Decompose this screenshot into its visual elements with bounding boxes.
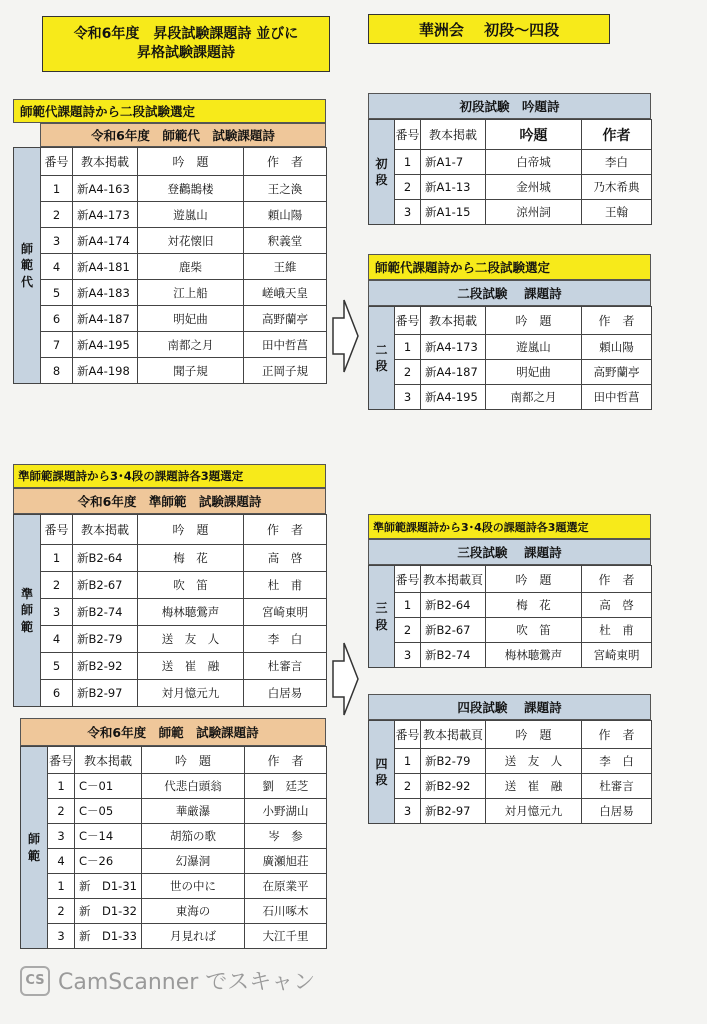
row-book: 新A4-183 (73, 280, 138, 306)
row-author: 高 啓 (582, 593, 652, 618)
row-poem: 送 崔 融 (486, 774, 582, 799)
side-text: 二 段 (375, 342, 388, 373)
row-book: 新A4-173 (73, 202, 138, 228)
row-book: 新B2-97 (73, 680, 138, 707)
side-text: 師 範 代 (20, 242, 33, 289)
row-book: 新A4-174 (73, 228, 138, 254)
table-row (369, 200, 652, 225)
shihandai-band-text: 師範代課題詩から二段試験選定 (20, 104, 196, 119)
arrow-right-icon (332, 298, 360, 374)
table-row (14, 653, 327, 680)
row-book: 新A4-173 (421, 335, 486, 360)
nidan-band-text: 師範代課題詩から二段試験選定 (375, 260, 551, 275)
table-row (14, 545, 327, 572)
row-no: 5 (41, 280, 73, 306)
table-row (21, 924, 327, 949)
col-header-poem: 吟 題 (138, 148, 244, 176)
row-book: C－26 (75, 849, 142, 874)
table-row (369, 335, 652, 360)
row-poem: 金州城 (486, 175, 582, 200)
row-no: 3 (395, 643, 421, 668)
row-author: 大江千里 (245, 924, 327, 949)
col-header-book: 教本掲載 (421, 120, 486, 150)
row-author: 李白 (582, 150, 652, 175)
row-poem: 梅林聴鶯声 (138, 599, 244, 626)
row-book: 新 D1-31 (75, 874, 142, 899)
row-no: 3 (48, 924, 75, 949)
row-author: 宮崎東明 (582, 643, 652, 668)
col-header-author: 作 者 (244, 148, 327, 176)
col-header-poem: 吟 題 (486, 566, 582, 593)
row-poem: 南都之月 (486, 385, 582, 410)
row-no: 1 (395, 150, 421, 175)
camscanner-watermark (20, 965, 315, 996)
row-author: 乃木希典 (582, 175, 652, 200)
table-row (14, 306, 327, 332)
junshihan-table (13, 514, 327, 707)
side-text: 四 段 (375, 756, 388, 787)
row-book: 新 D1-33 (75, 924, 142, 949)
row-book: 新A4-187 (73, 306, 138, 332)
col-header-poem: 吟 題 (142, 747, 245, 774)
shihandai-subband-text: 令和6年度 師範代 試験課題詩 (91, 128, 275, 143)
shihan-subband-text: 令和6年度 師範 試験課題詩 (87, 725, 259, 740)
row-book: 新A4-181 (73, 254, 138, 280)
nidan-subband-text: 二段試験 課題詩 (457, 286, 562, 301)
row-author: 田中哲菖 (244, 332, 327, 358)
table-row (14, 599, 327, 626)
row-book: 新 D1-32 (75, 899, 142, 924)
row-no: 6 (41, 306, 73, 332)
table-row (14, 228, 327, 254)
row-author: 頼山陽 (582, 335, 652, 360)
row-no: 8 (41, 358, 73, 384)
yondan-side-label (369, 721, 395, 824)
row-poem: 梅 花 (138, 545, 244, 572)
row-book: 新B2-74 (73, 599, 138, 626)
row-book: 新A4-187 (421, 360, 486, 385)
shihandai-band (13, 99, 326, 123)
row-author: 白居易 (244, 680, 327, 707)
row-author: 杜 甫 (244, 572, 327, 599)
row-author: 田中哲菖 (582, 385, 652, 410)
row-book: 新B2-74 (421, 643, 486, 668)
table-row (14, 254, 327, 280)
row-no: 3 (41, 228, 73, 254)
shodan-band (368, 93, 651, 119)
row-no: 3 (395, 385, 421, 410)
row-book: 新A1-15 (421, 200, 486, 225)
row-poem: 遊嵐山 (486, 335, 582, 360)
col-header-no: 番号 (395, 307, 421, 335)
row-no: 3 (395, 200, 421, 225)
shihandai-side-label (14, 148, 41, 384)
row-no: 2 (395, 774, 421, 799)
row-book: 新B2-92 (73, 653, 138, 680)
row-author: 石川啄木 (245, 899, 327, 924)
sandan-subband-text: 三段試験 課題詩 (457, 545, 562, 560)
logo-text: CS (25, 973, 45, 988)
sandan-subband (368, 539, 651, 565)
col-header-poem: 吟 題 (486, 721, 582, 749)
side-text: 初 段 (375, 156, 388, 187)
row-book: 新B2-79 (73, 626, 138, 653)
row-no: 4 (48, 849, 75, 874)
col-header-no: 番号 (395, 721, 421, 749)
col-header-author: 作 者 (582, 566, 652, 593)
row-book: 新A1-13 (421, 175, 486, 200)
row-poem: 対月憶元九 (138, 680, 244, 707)
side-text: 師 範 (27, 832, 40, 863)
row-book: C－05 (75, 799, 142, 824)
table-row (369, 175, 652, 200)
row-author: 王維 (244, 254, 327, 280)
row-poem: 吹 笛 (138, 572, 244, 599)
row-no: 1 (395, 749, 421, 774)
row-book: 新B2-64 (421, 593, 486, 618)
row-author: 岑 参 (245, 824, 327, 849)
row-poem: 幻瀑洞 (142, 849, 245, 874)
col-header-book: 教本掲載 (421, 307, 486, 335)
row-poem: 送 友 人 (486, 749, 582, 774)
table-row (369, 360, 652, 385)
row-author: 高野蘭亭 (244, 306, 327, 332)
yondan-subband-text: 四段試験 課題詩 (457, 700, 562, 715)
row-poem: 鹿柴 (138, 254, 244, 280)
row-book: 新A4-195 (73, 332, 138, 358)
row-book: 新B2-67 (421, 618, 486, 643)
table-row (369, 643, 652, 668)
row-poem: 聞子規 (138, 358, 244, 384)
row-poem: 胡笳の歌 (142, 824, 245, 849)
col-header-book: 教本掲載 (73, 148, 138, 176)
junshihan-subband (13, 488, 326, 514)
row-no: 1 (41, 176, 73, 202)
row-book: 新B2-67 (73, 572, 138, 599)
table-row (21, 774, 327, 799)
row-author: 宮崎東明 (244, 599, 327, 626)
row-author: 李 白 (244, 626, 327, 653)
col-header-book: 教本掲載 (73, 515, 138, 545)
row-no: 3 (48, 824, 75, 849)
row-author: 釈義堂 (244, 228, 327, 254)
table-row (21, 849, 327, 874)
row-no: 1 (48, 774, 75, 799)
table-row (21, 899, 327, 924)
row-author: 嵯峨天皇 (244, 280, 327, 306)
col-header-no: 番号 (41, 515, 73, 545)
nidan-subband (368, 280, 651, 306)
table-row (21, 824, 327, 849)
row-book: C－01 (75, 774, 142, 799)
row-no: 6 (41, 680, 73, 707)
row-poem: 梅林聴鶯声 (486, 643, 582, 668)
shihan-subband (20, 718, 326, 746)
row-author: 正岡子規 (244, 358, 327, 384)
col-header-book: 教本掲載 (75, 747, 142, 774)
nidan-band (368, 254, 651, 280)
row-author: 高 啓 (244, 545, 327, 572)
row-poem: 明妃曲 (486, 360, 582, 385)
table-row (369, 618, 652, 643)
yondan-table (368, 720, 652, 824)
col-header-author: 作 者 (244, 515, 327, 545)
row-book: 新A4-163 (73, 176, 138, 202)
col-header-no: 番号 (48, 747, 75, 774)
main-title-line1: 令和6年度 昇段試験課題詩 並びに (73, 26, 299, 42)
side-text: 準 師 範 (20, 587, 33, 634)
row-no: 1 (41, 545, 73, 572)
row-author: 廣瀬旭荘 (245, 849, 327, 874)
row-author: 在原業平 (245, 874, 327, 899)
shihan-side-label (21, 747, 48, 949)
row-author: 杜審言 (244, 653, 327, 680)
col-header-poem: 吟 題 (486, 307, 582, 335)
camscanner-logo-icon (20, 966, 50, 996)
col-header-author: 作 者 (582, 307, 652, 335)
arrow-right-icon (332, 641, 360, 717)
table-row (369, 150, 652, 175)
main-title-line2: 昇格試験課題詩 (137, 45, 235, 61)
shodan-band-text: 初段試験 吟題詩 (459, 99, 560, 114)
row-poem: 遊嵐山 (138, 202, 244, 228)
sandan-band-text: 準師範課題詩から3･4段の課題詩各3題選定 (373, 520, 589, 534)
row-author: 李 白 (582, 749, 652, 774)
row-author: 杜審言 (582, 774, 652, 799)
row-no: 2 (48, 899, 75, 924)
row-author: 劉 廷芝 (245, 774, 327, 799)
shihandai-subband (40, 123, 326, 147)
row-book: C－14 (75, 824, 142, 849)
table-row (14, 358, 327, 384)
row-poem: 華厳瀑 (142, 799, 245, 824)
nidan-table (368, 306, 652, 410)
sandan-band (368, 514, 651, 539)
table-row (14, 332, 327, 358)
col-header-author: 作 者 (245, 747, 327, 774)
group-title (368, 14, 610, 44)
row-author: 杜 甫 (582, 618, 652, 643)
row-no: 7 (41, 332, 73, 358)
table-row (369, 774, 652, 799)
row-poem: 対月憶元九 (486, 799, 582, 824)
table-row (14, 680, 327, 707)
row-no: 5 (41, 653, 73, 680)
row-author: 王之渙 (244, 176, 327, 202)
table-row (369, 799, 652, 824)
row-book: 新B2-79 (421, 749, 486, 774)
row-book: 新A1-7 (421, 150, 486, 175)
shihan-table (20, 746, 327, 949)
row-author: 王翰 (582, 200, 652, 225)
row-poem: 月見れば (142, 924, 245, 949)
row-poem: 世の中に (142, 874, 245, 899)
row-no: 1 (395, 593, 421, 618)
col-header-author: 作 者 (582, 721, 652, 749)
row-no: 3 (41, 599, 73, 626)
table-row (369, 749, 652, 774)
row-no: 4 (41, 626, 73, 653)
row-no: 2 (41, 202, 73, 228)
row-poem: 対花懐旧 (138, 228, 244, 254)
sandan-table (368, 565, 652, 668)
row-no: 2 (395, 175, 421, 200)
row-poem: 白帝城 (486, 150, 582, 175)
shihandai-table (13, 147, 327, 384)
row-author: 高野蘭亭 (582, 360, 652, 385)
main-title (42, 16, 330, 72)
row-no: 4 (41, 254, 73, 280)
table-row (21, 799, 327, 824)
junshihan-band (13, 464, 326, 488)
row-author: 小野湖山 (245, 799, 327, 824)
row-poem: 登鸛鵲楼 (138, 176, 244, 202)
row-book: 新B2-64 (73, 545, 138, 572)
shodan-table (368, 119, 652, 225)
table-row (369, 593, 652, 618)
row-poem: 送 崔 融 (138, 653, 244, 680)
table-row (14, 572, 327, 599)
row-no: 2 (48, 799, 75, 824)
row-poem: 南都之月 (138, 332, 244, 358)
side-text: 三 段 (375, 601, 388, 632)
col-header-book: 教本掲載頁 (421, 721, 486, 749)
row-book: 新A4-195 (421, 385, 486, 410)
row-book: 新B2-92 (421, 774, 486, 799)
nidan-side-label (369, 307, 395, 410)
yondan-subband (368, 694, 651, 720)
row-poem: 涼州詞 (486, 200, 582, 225)
row-poem: 江上船 (138, 280, 244, 306)
row-no: 2 (395, 618, 421, 643)
row-poem: 明妃曲 (138, 306, 244, 332)
table-row (369, 385, 652, 410)
table-row (14, 626, 327, 653)
junshihan-subband-text: 令和6年度 準師範 試験課題詩 (77, 494, 262, 509)
junshihan-side-label (14, 515, 41, 707)
col-header-poem: 吟 題 (138, 515, 244, 545)
row-author: 頼山陽 (244, 202, 327, 228)
table-row (14, 202, 327, 228)
col-header-poem: 吟題 (486, 120, 582, 150)
table-row (14, 280, 327, 306)
table-row (21, 874, 327, 899)
col-header-book: 教本掲載頁 (421, 566, 486, 593)
row-no: 2 (395, 360, 421, 385)
row-book: 新B2-97 (421, 799, 486, 824)
col-header-no: 番号 (41, 148, 73, 176)
row-no: 3 (395, 799, 421, 824)
watermark-text: CamScanner でスキャン (58, 970, 316, 995)
row-poem: 吹 笛 (486, 618, 582, 643)
col-header-no: 番号 (395, 120, 421, 150)
group-title-text: 華洲会 初段～四段 (418, 20, 560, 39)
col-header-no: 番号 (395, 566, 421, 593)
row-author: 白居易 (582, 799, 652, 824)
row-poem: 送 友 人 (138, 626, 244, 653)
shodan-side-label (369, 120, 395, 225)
junshihan-band-text: 準師範課題詩から3･4段の課題詩各3題選定 (18, 469, 244, 483)
table-row (14, 176, 327, 202)
row-poem: 代悲白頭翁 (142, 774, 245, 799)
row-no: 2 (41, 572, 73, 599)
row-no: 1 (395, 335, 421, 360)
row-book: 新A4-198 (73, 358, 138, 384)
row-poem: 梅 花 (486, 593, 582, 618)
sandan-side-label (369, 566, 395, 668)
row-poem: 東海の (142, 899, 245, 924)
row-no: 1 (48, 874, 75, 899)
col-header-author: 作者 (582, 120, 652, 150)
